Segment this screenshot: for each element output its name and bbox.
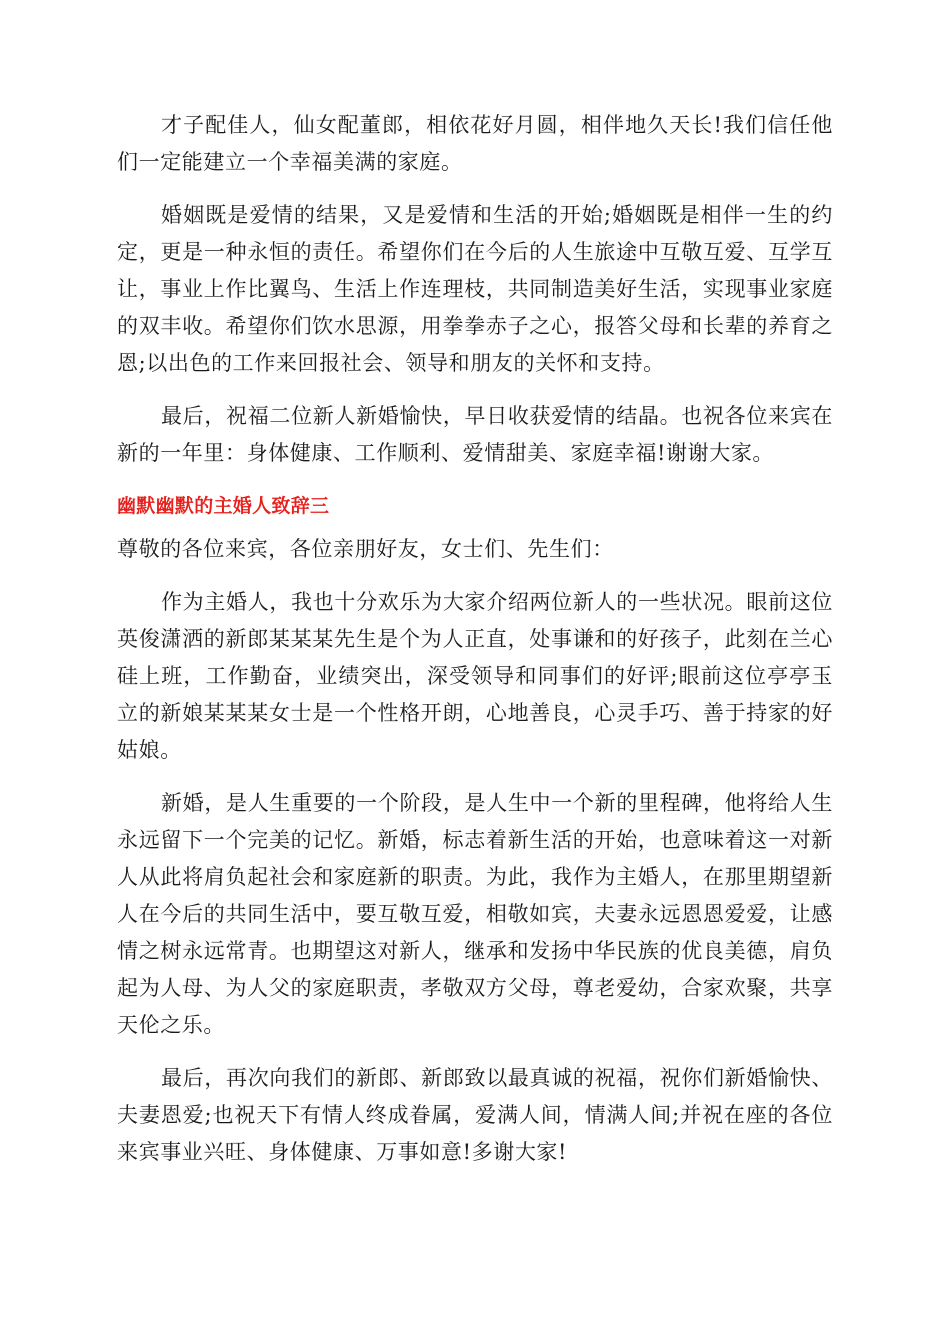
paragraph-introduce-couple: 作为主婚人，我也十分欢乐为大家介绍两位新人的一些状况。眼前这位英俊潇洒的新郎某某某先生是个为人正直，处事谦和的好孩子，此刻在兰心硅上班，工作勤奋，业绩突出，深受领导和同事们的好评;眼前这位亭亭玉立的新娘某某某女士是一个性格开朗，心地善良，心灵手巧、善于持家的好姑娘。	[117, 590, 833, 762]
paragraph-final-blessing: 最后，再次向我们的新郎、新郎致以最真诚的祝福，祝你们新婚愉快、夫妻恩爱;也祝天下有情人终成眷属，爱满人间，情满人间;并祝在座的各位来宾事业兴旺、身体健康、万事如意!多谢大家!	[117, 1066, 833, 1164]
paragraph-marriage-meaning: 婚姻既是爱情的结果，又是爱情和生活的开始;婚姻既是相伴一生的约定，更是一种永恒的责任。希望你们在今后的人生旅途中互敬互爱、互学互让，事业上作比翼鸟、生活上作连理枝，共同制造美好生活，实现事业家庭的双丰收。希望你们饮水思源，用拳拳赤子之心，报答父母和长辈的养育之恩;以出色的工作来回报社会、领导和朋友的关怀和支持。	[117, 203, 833, 375]
document-body	[117, 107, 833, 1171]
paragraph-blessing-couple: 才子配佳人，仙女配董郎，相依花好月圆，相伴地久天长!我们信任他们一定能建立一个幸福美满的家庭。	[117, 113, 833, 174]
section-heading: 幽默幽默的主婚人致辞三	[117, 495, 330, 517]
paragraph-closing-wishes: 最后，祝福二位新人新婚愉快，早日收获爱情的结晶。也祝各位来宾在新的一年里：身体健康、工作顺利、爱情甜美、家庭幸福!谢谢大家。	[117, 404, 833, 465]
greeting-line: 尊敬的各位来宾，各位亲朋好友，女士们、先生们：	[117, 537, 614, 561]
paragraph-new-marriage: 新婚，是人生重要的一个阶段，是人生中一个新的里程碑，他将给人生永远留下一个完美的记忆。新婚，标志着新生活的开始，也意味着这一对新人从此将肩负起社会和家庭新的职责。为此，我作为主婚人，在那里期望新人在今后的共同生活中，要互敬互爱，相敬如宾，夫妻永远恩恩爱爱，让感情之树永远常青。也期望这对新人，继承和发扬中华民族的优良美德，肩负起为人母、为人父的家庭职责，孝敬双方父母，尊老爱幼，合家欢聚，共享天伦之乐。	[117, 791, 833, 1037]
